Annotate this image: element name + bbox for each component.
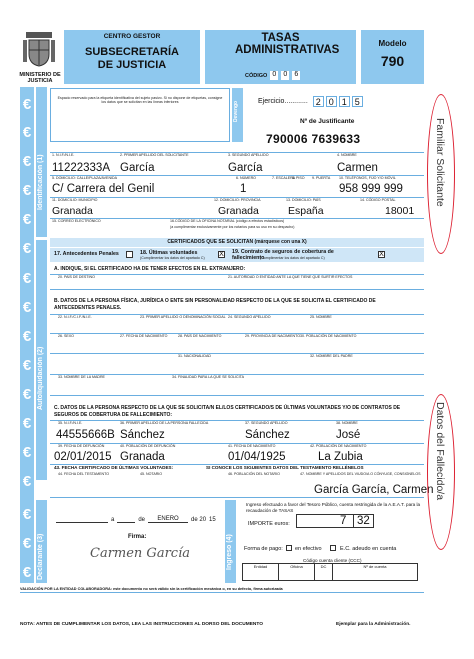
b28-label: 28. PAÍS DE NACIMIENTO — [178, 334, 222, 338]
euro-icon: € — [22, 182, 32, 199]
euro-icon: € — [22, 357, 32, 374]
num-value[interactable]: 1 — [240, 183, 247, 195]
opt19-checkbox[interactable]: X — [379, 251, 384, 258]
familiar-note: Familiar Solicitante — [434, 118, 446, 207]
nif-label: 1. N.I.F./N.I.E. — [52, 153, 75, 157]
efectivo-checkbox[interactable] — [286, 545, 292, 551]
fallecido-note: Datos del Fallecido/a — [434, 402, 446, 501]
ccc-entidad[interactable]: Entidad — [243, 564, 279, 580]
c37-value[interactable]: Sánchez — [245, 429, 290, 441]
c36-label: 36. PRIMER APELLIDO DE LA PERSONA FALLECIDA — [120, 421, 209, 425]
b26-label: 26. SEXO — [58, 334, 74, 338]
euro-icon: € — [22, 564, 32, 581]
month-value[interactable]: ENERO — [148, 516, 188, 523]
ccc-label: Código cuenta cliente (CCC) — [303, 558, 362, 563]
opt19-label: 19. Contrato de seguros de cobertura de fallecimiento — [232, 249, 334, 261]
c35-label: 35. N.I.F./N.I.E. — [58, 421, 83, 425]
c38-label: 38. NOMBRE — [336, 421, 358, 425]
ccc-oficina[interactable]: Oficina — [279, 564, 315, 580]
codigo-label: CÓDIGO — [245, 72, 268, 79]
c43-note: SI CONOCE LOS SIGUIENTES DATOS DEL TESTAMENTO RELLÉNELOS — [206, 465, 364, 470]
ejemplar-text: Ejemplar para la Administración. — [336, 622, 411, 627]
autoliquidacion-label: Autoliquidación (2) — [37, 346, 44, 410]
nif-value[interactable]: 11222333A — [52, 162, 110, 174]
centro-gestor-label: CENTRO GESTOR — [103, 33, 161, 40]
euro-icon: € — [22, 299, 32, 316]
opt17-label: 17. Antecedentes Penales — [54, 251, 119, 257]
municipio-label: 11. DOMICILIO: MUNICIPIO — [52, 198, 98, 202]
lugar-line[interactable] — [56, 516, 108, 523]
modelo-number: 790 — [380, 53, 405, 69]
b22-label: 22. N.I.F./C.I.F./N.I.E. — [58, 315, 92, 319]
ap1-value[interactable]: García — [120, 162, 155, 174]
codigo-digit: 0 — [281, 71, 289, 80]
provincia-label: 12. DOMICILIO: PROVINCIA — [214, 198, 261, 202]
ap1-label: 2. PRIMER APELLIDO DEL SOLICITANTE — [120, 153, 189, 157]
importe-dec[interactable]: 32 — [357, 515, 370, 527]
c47-label: 47. NOMBRE Y APELLIDOS DEL VIUDO/A O CÓNYUGE, CONSIGNELOS — [300, 472, 421, 476]
ejercicio-digit[interactable]: 5 — [352, 96, 363, 107]
euro-icon: € — [22, 328, 32, 345]
coat-of-arms-icon — [22, 28, 56, 70]
centro-gestor-name: SUBSECRETARÍA DE JUSTICIA — [85, 46, 179, 71]
email-label: 15. CORREO ELECTRÓNICO — [52, 219, 101, 223]
tel-label: 10. TELÉFONOS, FIJO Y/O MÓVIL — [339, 176, 396, 180]
pais-label: 13. DOMICILIO: PAÍS — [286, 198, 321, 202]
modelo-label: Modelo — [378, 39, 407, 48]
euro-icon: € — [22, 96, 32, 113]
devengo-label: Devengo — [233, 100, 239, 122]
year-value[interactable]: 15 — [209, 517, 216, 523]
c46-label: 46. POBLACIÓN DEL NOTARIO — [228, 472, 280, 476]
euro-icon: € — [22, 415, 32, 432]
domicilio-value[interactable]: C/ Carrera del Genil — [52, 183, 155, 195]
euro-icon: € — [22, 211, 32, 228]
oficina-label: 16.CÓDIGO DE LA OFICINA NOTARIAL (código a efectos estadísticos) — [170, 219, 285, 223]
section-b-title: B. DATOS DE LA PERSONA FÍSICA, JURÍDICA O ENTE SIN PERSONALIDAD RESPECTO DE LA QUE SE SOLICITA EL CERTIFICADO DE ANTECEDENTES PENALES. — [54, 298, 376, 311]
c40-label: 40. POBLACIÓN DE DEFUNCIÓN — [120, 444, 176, 448]
adeudo-label: E.C. adeudo en cuenta — [340, 546, 397, 552]
codigo-digit: 0 — [270, 71, 278, 80]
c42-value[interactable]: La Zubia — [318, 451, 363, 463]
c39-value[interactable]: 02/01/2015 — [54, 451, 112, 463]
ap2-label: 3. SEGUNDO APELLIDO — [228, 153, 269, 157]
c39-label: 39. FECHA DE DEFUNCIÓN — [58, 444, 105, 448]
de-label: de — [138, 517, 146, 523]
ccc-cuenta[interactable]: Nº de cuenta — [363, 564, 387, 569]
opt18-note: (Cumplimentar los datos del apartado C) — [140, 256, 205, 260]
a20-label: 20. PAÍS DE DESTINO — [58, 275, 95, 279]
cp-value[interactable]: 18001 — [385, 205, 415, 217]
nombre-label: 4. NOMBRE — [337, 153, 357, 157]
c44-label: 44. FECHA DEL TESTAMENTO — [58, 472, 109, 476]
ministerio-label: MINISTERIO DE JUSTICIA — [19, 72, 61, 84]
c41-value[interactable]: 01/04/1925 — [228, 451, 286, 463]
c41-label: 41. FECHA DE NACIMIENTO — [228, 444, 276, 448]
ejercicio-digit[interactable]: 2 — [313, 96, 324, 107]
euro-icon: € — [22, 270, 32, 287]
validacion-box — [20, 592, 424, 616]
euro-icon: € — [22, 153, 32, 170]
justificante-number: 790006 7639633 — [266, 132, 361, 146]
b33-label: 33. NOMBRE DE LA MADRE — [58, 375, 105, 379]
nota-text: NOTA: ANTES DE CUMPLIMENTAR LOS DATOS, LEA LAS INSTRUCCIONES AL DORSO DEL DOCUMENTO — [20, 622, 263, 627]
year-prefix: de 20 — [191, 517, 207, 523]
efectivo-label: en efectivo — [295, 546, 322, 552]
importe-label: IMPORTE euros: — [248, 521, 290, 527]
cp-label: 14. CÓDIGO POSTAL — [360, 198, 396, 202]
ccc-dc[interactable]: DC — [315, 564, 333, 580]
ingreso-label: Ingreso (4) — [226, 534, 233, 570]
nombre-value[interactable]: Carmen — [337, 162, 378, 174]
c42-label: 42. POBLACIÓN DE NACIMIENTO — [310, 444, 367, 448]
ejercicio-digit[interactable]: 0 — [326, 96, 337, 107]
b24-label: 24. SEGUNDO APELLIDO — [228, 315, 271, 319]
ejercicio-digit[interactable]: 1 — [339, 96, 350, 107]
opt19-note: (Cumplimentar los datos del apartado C) — [260, 256, 325, 260]
euro-icon: € — [22, 444, 32, 461]
b27-label: 27. FECHA DE NACIMIENTO — [120, 334, 168, 338]
etiqueta-area — [50, 88, 230, 142]
b30-label: 30. POBLACIÓN DE NACIMIENTO — [300, 334, 357, 338]
ingreso-text: Ingreso efectuado a favor del Tesoro Público, cuenta restringida de la A.E.A.T. para la recaudación de TASAS — [246, 502, 421, 513]
c43-label: 43. FECHA CERTIFICADO DE ÚLTIMAS VOLUNTADES: — [54, 465, 174, 470]
b23-label: 23. PRIMER APELLIDO O DENOMINACIÓN SOCIAL — [140, 315, 226, 319]
opt18-label: 18. Últimas voluntades — [140, 250, 198, 256]
c40-value[interactable]: Granada — [120, 451, 165, 463]
justificante-label: Nº de Justificante — [300, 118, 355, 125]
b34-label: 34. FINALIDAD PARA LA QUE SE SOLICITA — [172, 375, 244, 379]
c38-value[interactable]: José — [336, 429, 361, 441]
firma-signature: Carmen García — [90, 546, 190, 561]
c45-label: 45. NOTARIO — [140, 472, 163, 476]
declarante-label: Declarante (3) — [37, 533, 44, 580]
c36-value[interactable]: Sánchez — [120, 429, 165, 441]
pais-value[interactable]: España — [288, 205, 324, 217]
certificados-header-text: CERTIFICADOS QUE SE SOLICITAN (márquese con una X) — [167, 239, 307, 245]
euro-icon: € — [22, 535, 32, 552]
certificados-header — [50, 238, 424, 247]
esc-label: 7. ESCALERA — [272, 176, 296, 180]
c35-value[interactable]: 44555666B — [56, 429, 115, 441]
ejercicio-field — [258, 96, 363, 107]
puerta-label: 9. PUERTA — [312, 176, 331, 180]
ccc-table — [242, 563, 418, 581]
tasas-title: TASAS ADMINISTRATIVAS — [235, 32, 340, 56]
importe-int[interactable]: 7 — [340, 515, 347, 527]
oficina-note: (a cumplimentar exclusivamente por los notarios para su uso en su despacho) — [170, 225, 295, 229]
modelo-box — [361, 30, 424, 84]
b25-label: 25. NOMBRE — [310, 315, 332, 319]
piso-label: 8. PISO — [292, 176, 305, 180]
b32-label: 32. NOMBRE DEL PADRE — [310, 354, 353, 358]
section-a-title: A. INDIQUE, SI EL CERTIFICADO HA DE TENER EFECTOS EN EL EXTRANJERO: — [54, 266, 246, 272]
centro-gestor-box — [64, 30, 200, 84]
euro-icon: € — [22, 386, 32, 403]
date-prefix: a — [111, 517, 115, 523]
euro-icon: € — [22, 240, 32, 257]
num-label: 6. NÚMERO — [236, 176, 256, 180]
a21-label: 21. AUTORIDAD O ENTIDAD ANTE LA QUE TIENE QUE SURTIR EFECTOS — [228, 275, 353, 279]
adeudo-checkbox[interactable] — [330, 545, 336, 551]
b29-label: 29. PROVINCIA DE NACIMIENTO — [245, 334, 301, 338]
ejercicio-label: Ejercicio............ — [258, 98, 308, 105]
c47-value[interactable]: García García, Carmen — [314, 484, 434, 496]
identificacion-label: Identificación (1) — [37, 154, 44, 210]
validacion-text: VALIDACIÓN POR LA ENTIDAD COLABORADORA: este documento no será válido sin la certificación mecánica o, en su defecto, firma autorizada — [20, 587, 283, 591]
firma-label: Firma: — [128, 534, 147, 540]
declarante-date — [56, 516, 216, 523]
section-c-title: C. DATOS DE LA PERSONA RESPECTO DE LA QUE SE SOLICITA/N EL/LOS CERTIFICADO/S DE ÚLTIMAS VOLUNTADES Y/O DE CONTRATOS DE SEGUROS DE COBERTURA DE FALLECIMIENTO: — [54, 405, 401, 418]
provincia-value[interactable]: Granada — [218, 205, 259, 217]
pago-label: Forma de pago: — [244, 546, 283, 552]
tasas-box — [205, 30, 356, 84]
domicilio-label: 5. DOMICILIO: CALLE/PLAZA/AVENIDA — [52, 176, 118, 180]
ap2-value[interactable]: García — [228, 162, 263, 174]
codigo-digit: 6 — [292, 71, 300, 80]
etiqueta-text: Espacio reservado para la etiqueta identificativa del sujeto pasivo. Si no dispone de etiquetas, consigne los datos que se solicitan en las líneas inferiores — [57, 96, 223, 104]
municipio-value[interactable]: Granada — [52, 205, 93, 217]
day-line[interactable] — [117, 516, 135, 523]
b31-label: 31. NACIONALIDAD — [178, 354, 211, 358]
c37-label: 37. SEGUNDO APELLIDO — [245, 421, 288, 425]
euro-icon: € — [22, 124, 32, 141]
opt18-checkbox[interactable]: X — [219, 251, 224, 258]
opt17-checkbox[interactable] — [126, 251, 133, 258]
euro-icon: € — [22, 506, 32, 523]
euro-icon: € — [22, 473, 32, 490]
tel-value[interactable]: 958 999 999 — [339, 183, 403, 195]
